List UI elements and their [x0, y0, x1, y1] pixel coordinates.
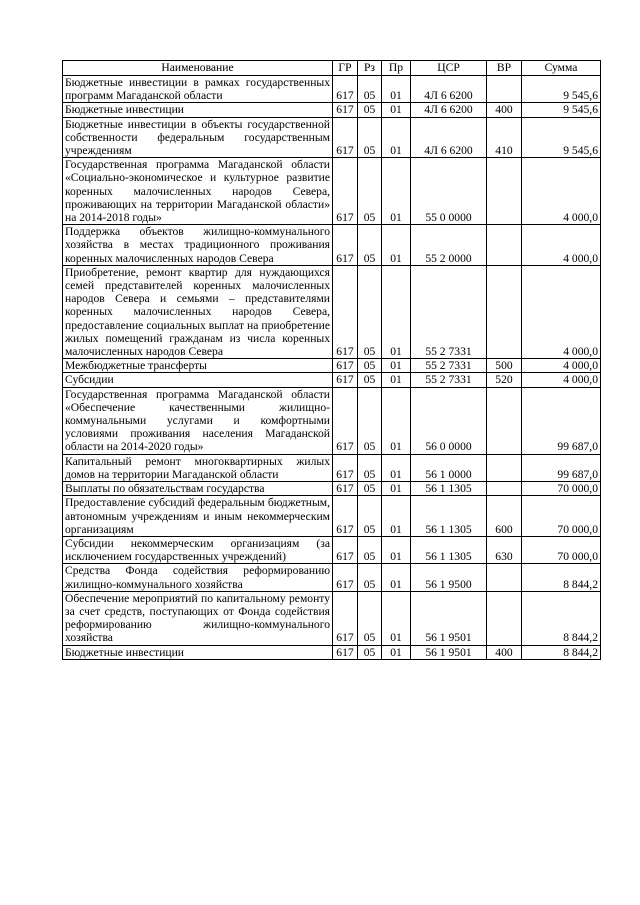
row-csr: 56 1 9501 [411, 591, 487, 645]
row-csr: 55 2 7331 [411, 265, 487, 358]
table-row [63, 454, 601, 481]
row-pr: 01 [382, 536, 411, 563]
row-vr [487, 454, 522, 481]
row-gr: 617 [333, 454, 358, 481]
row-gr: 617 [333, 103, 358, 117]
table-row [63, 117, 601, 158]
row-rz: 05 [358, 265, 382, 358]
table-row [63, 564, 601, 591]
budget-table [62, 60, 601, 660]
table-row [63, 158, 601, 225]
row-csr: 56 1 0000 [411, 454, 487, 481]
row-gr: 617 [333, 645, 358, 659]
row-gr: 617 [333, 536, 358, 563]
row-pr: 01 [382, 359, 411, 373]
header-pr: Пр [382, 61, 411, 76]
row-sum: 8 844,2 [522, 591, 601, 645]
header-gr: ГР [333, 61, 358, 76]
row-name: Обеспечение мероприятий по капитальному ремонту за счет средств, поступающих от Фонда содействия реформированию жилищно-коммунального хозяйства [63, 591, 333, 645]
row-rz: 05 [358, 76, 382, 103]
table-row [63, 359, 601, 373]
row-csr: 55 2 7331 [411, 359, 487, 373]
row-gr: 617 [333, 158, 358, 225]
row-vr: 520 [487, 373, 522, 387]
row-sum: 4 000,0 [522, 359, 601, 373]
row-sum: 99 687,0 [522, 454, 601, 481]
row-sum: 8 844,2 [522, 564, 601, 591]
row-vr [487, 387, 522, 454]
row-vr [487, 591, 522, 645]
header-vr: ВР [487, 61, 522, 76]
table-row [63, 536, 601, 563]
row-vr [487, 564, 522, 591]
table-row [63, 103, 601, 117]
row-sum: 8 844,2 [522, 645, 601, 659]
table-row [63, 387, 601, 454]
row-rz: 05 [358, 536, 382, 563]
row-csr: 56 1 1305 [411, 482, 487, 496]
row-pr: 01 [382, 591, 411, 645]
row-vr: 500 [487, 359, 522, 373]
row-rz: 05 [358, 645, 382, 659]
row-gr: 617 [333, 359, 358, 373]
row-pr: 01 [382, 482, 411, 496]
row-rz: 05 [358, 387, 382, 454]
row-name: Предоставление субсидий федеральным бюджетным, автономным учреждениям и иным некоммерческим организациям [63, 496, 333, 537]
row-gr: 617 [333, 591, 358, 645]
row-pr: 01 [382, 117, 411, 158]
row-name: Выплаты по обязательствам государства [63, 482, 333, 496]
row-pr: 01 [382, 76, 411, 103]
row-pr: 01 [382, 158, 411, 225]
row-name: Поддержка объектов жилищно-коммунального хозяйства в местах традиционного проживания коренных малочисленных народов Севера [63, 225, 333, 266]
row-csr: 56 1 9500 [411, 564, 487, 591]
row-pr: 01 [382, 265, 411, 358]
header-rz: Рз [358, 61, 382, 76]
row-rz: 05 [358, 117, 382, 158]
row-name: Государственная программа Магаданской области «Обеспечение качественными жилищно-коммунальными услугами и комфортными условиями проживания населения Магаданской области на 2014-2020 годы» [63, 387, 333, 454]
row-name: Субсидии [63, 373, 333, 387]
row-rz: 05 [358, 496, 382, 537]
row-gr: 617 [333, 387, 358, 454]
table-header-row [63, 61, 601, 76]
row-rz: 05 [358, 591, 382, 645]
row-name: Бюджетные инвестиции в рамках государственных программ Магаданской области [63, 76, 333, 103]
row-name: Приобретение, ремонт квартир для нуждающихся семей представителей коренных малочисленных народов Севера и семьями – представителями коренных малочисленных народов Севера, предоставление социальных выплат на приобретение жилых помещений гражданам из числа коренных малочисленных народов Севера [63, 265, 333, 358]
row-csr: 56 0 0000 [411, 387, 487, 454]
row-name: Межбюджетные трансферты [63, 359, 333, 373]
row-gr: 617 [333, 117, 358, 158]
row-sum: 4 000,0 [522, 373, 601, 387]
row-vr: 630 [487, 536, 522, 563]
row-gr: 617 [333, 496, 358, 537]
row-csr: 56 1 9501 [411, 645, 487, 659]
row-sum: 70 000,0 [522, 482, 601, 496]
row-name: Субсидии некоммерческим организациям (за исключением государственных учреждений) [63, 536, 333, 563]
row-name: Бюджетные инвестиции [63, 103, 333, 117]
row-csr: 4Л 6 6200 [411, 117, 487, 158]
row-rz: 05 [358, 373, 382, 387]
row-pr: 01 [382, 225, 411, 266]
row-sum: 9 545,6 [522, 117, 601, 158]
row-name: Капитальный ремонт многоквартирных жилых домов на территории Магаданской области [63, 454, 333, 481]
row-sum: 9 545,6 [522, 76, 601, 103]
row-pr: 01 [382, 387, 411, 454]
row-gr: 617 [333, 482, 358, 496]
row-vr: 400 [487, 103, 522, 117]
row-vr [487, 225, 522, 266]
row-rz: 05 [358, 454, 382, 481]
table-row [63, 225, 601, 266]
row-pr: 01 [382, 564, 411, 591]
table-row [63, 591, 601, 645]
row-vr [487, 482, 522, 496]
row-vr: 600 [487, 496, 522, 537]
table-row [63, 496, 601, 537]
row-vr [487, 158, 522, 225]
header-sum: Сумма [522, 61, 601, 76]
row-csr: 56 1 1305 [411, 496, 487, 537]
row-vr [487, 76, 522, 103]
table-row [63, 265, 601, 358]
row-name: Бюджетные инвестиции [63, 645, 333, 659]
row-csr: 55 2 0000 [411, 225, 487, 266]
row-csr: 55 0 0000 [411, 158, 487, 225]
row-vr: 400 [487, 645, 522, 659]
row-vr [487, 265, 522, 358]
row-pr: 01 [382, 645, 411, 659]
row-name: Государственная программа Магаданской области «Социально-экономическое и культурное развитие коренных малочисленных народов Севера, проживающих на территории Магаданской области» на 2014-2018 годы» [63, 158, 333, 225]
row-gr: 617 [333, 265, 358, 358]
row-vr: 410 [487, 117, 522, 158]
row-rz: 05 [358, 359, 382, 373]
row-rz: 05 [358, 564, 382, 591]
row-name: Средства Фонда содействия реформированию жилищно-коммунального хозяйства [63, 564, 333, 591]
row-sum: 9 545,6 [522, 103, 601, 117]
row-pr: 01 [382, 454, 411, 481]
row-gr: 617 [333, 373, 358, 387]
table-row [63, 76, 601, 103]
row-sum: 4 000,0 [522, 265, 601, 358]
row-name: Бюджетные инвестиции в объекты государственной собственности федеральным государственным учреждениям [63, 117, 333, 158]
row-sum: 70 000,0 [522, 496, 601, 537]
row-gr: 617 [333, 564, 358, 591]
header-name: Наименование [63, 61, 333, 76]
row-sum: 99 687,0 [522, 387, 601, 454]
row-sum: 70 000,0 [522, 536, 601, 563]
row-csr: 4Л 6 6200 [411, 76, 487, 103]
row-rz: 05 [358, 158, 382, 225]
row-pr: 01 [382, 103, 411, 117]
row-pr: 01 [382, 373, 411, 387]
row-csr: 55 2 7331 [411, 373, 487, 387]
row-gr: 617 [333, 225, 358, 266]
row-csr: 4Л 6 6200 [411, 103, 487, 117]
row-pr: 01 [382, 496, 411, 537]
table-row [63, 482, 601, 496]
row-sum: 4 000,0 [522, 158, 601, 225]
row-rz: 05 [358, 482, 382, 496]
header-csr: ЦСР [411, 61, 487, 76]
row-csr: 56 1 1305 [411, 536, 487, 563]
row-gr: 617 [333, 76, 358, 103]
table-row [63, 373, 601, 387]
row-sum: 4 000,0 [522, 225, 601, 266]
row-rz: 05 [358, 103, 382, 117]
table-row [63, 645, 601, 659]
row-rz: 05 [358, 225, 382, 266]
